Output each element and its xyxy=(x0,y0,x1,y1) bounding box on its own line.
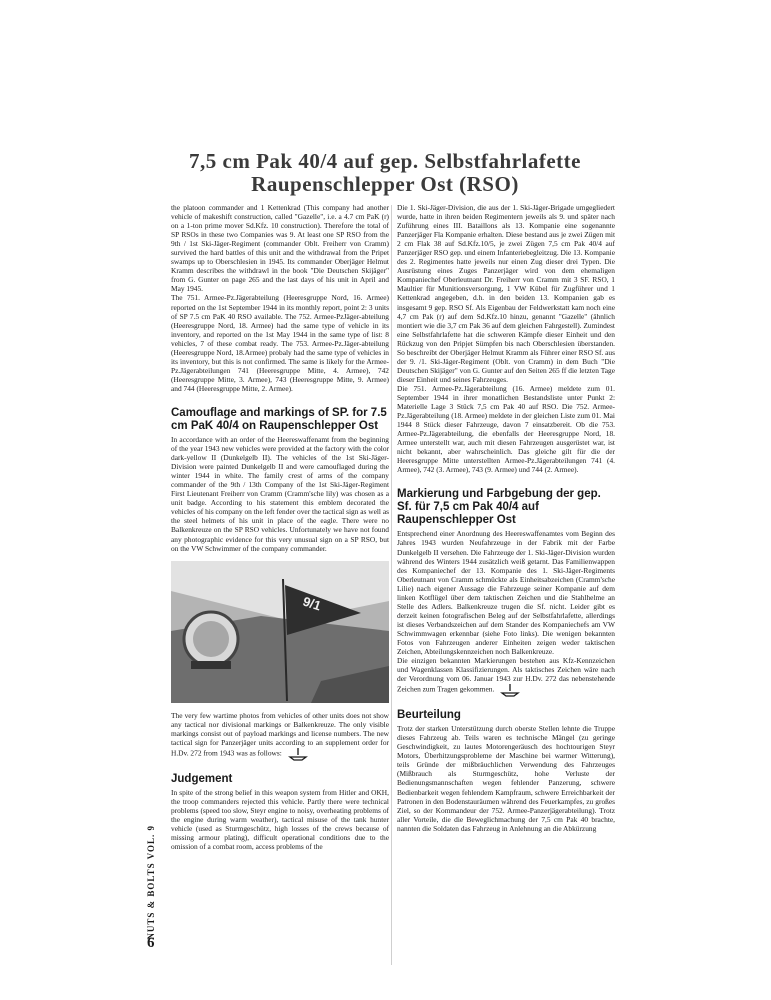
series-label: NUTS & BOLTS VOL. 9 xyxy=(146,825,156,940)
pennant-marking: 9/1 xyxy=(301,593,323,614)
photo-caption xyxy=(171,711,389,761)
page-number: 6 xyxy=(147,935,155,951)
beurteilung-heading: Beurteilung xyxy=(397,709,461,722)
caption-text: The very few wartime photos from vehicles of other units does not show any tactical nor divisional markings or Balkenkreuze. The only visible markings consist out of payload markings and license numbers. The new tactical sign for Panzerjäger units according to an supplement order for H.Dv. 272 from 1943 was as follows: xyxy=(171,710,389,758)
markings-text: Entsprechend einer Anordnung des Heereswaffenamtes vom Beginn des Jahres 1943 wurden Neufahrzeuge in der Fabrik mit der Farbe Dunkelgelb II versehen. Die Fahrzeuge der 1. Ski-Jäger-Division wurden während des Winters 1944 zusätzlich weiß getarnt. Das Familienwappen des Kompaniechef der 13. Kompanie des 1. Ski-Jäger-Regiments Oberleutnant von Cramm schmückte als Einheitsabzeichen (Cramm'sche Lilie) nach eigener Aussage die Fahrzeuge seiner Kompanie auf dem linken Kotflügel über dem taktischen Zeichen und die Stahlhelme an Stelle des Adlers. Balkenkreuze trugen die Sf. nicht. Leider gibt es derzeit keinen fotografischen Beleg auf der Selbstfahrlafette, allerdings ist dieses Verbandszeichen auf dem Stander des Kompaniechefs am VW Schwimmwagen erkennbar (siehe Foto links). Die wenigen bekannten Fotos von Fahrzeugen anderer Einheiten zeigen weder taktischen Zeichen, Abteilungskennzeichen noch Balkenkreuze. xyxy=(397,529,615,657)
camouflage-heading: Camouflage and markings of SP. for 7.5 cm PaK 40/4 on Raupenschlepper Ost xyxy=(171,406,387,432)
left-intro-paragraph-2: The 751. Armee-Pz.Jägerabteilung (Heeresgruppe Nord, 16. Armee) reported on the 1st September 1944 in its monthly report, point 2: 3 units of SP 7.5 cm PaK 40 RSO available. The 752. Armee-PzJäger-abteilung (Heeresgruppe Nord, 18. Armee) had the same type of vehicle in its inventory, and reported on the 1st May 1944 in the same type of list: 8 vehicles, 7 of these combat ready. The 753. Armee-Pz.Jäger-abteilung (Heeresgruppe Nord, 18.Armee) probaly had the same type of vehicles in its inventory, but this is not confirmed. The same is likely for the Armee-Pz.Jägerabteilungen 741 (Heeresgruppe Mitte, 4. Armee), 742 (Heeresgruppe Mitte, 3. Armee), 743 (Heeresgruppe Mitte, 9. Armee) and 744 (Heeresgruppe Mitte, 2. Armee). xyxy=(171,293,389,393)
title-line-1: 7,5 cm Pak 40/4 auf gep. Selbstfahrlafette xyxy=(189,149,581,173)
judgement-heading: Judgement xyxy=(171,772,233,785)
camouflage-text: In accordance with an order of the Heereswaffenamt from the beginning of the year 1943 new vehicles were provided at the factory with the color dark-yellow II (Dunkelgelb II). The vehicles of the 1st Ski-Jäger-Division were painted Dunkelgelb II and were camouflaged during the winter 1944 in white. The family crest of arms of the company commander of the 9th / 13th Company of the 1st Ski-Jäger-Regiment First Lieutenant Freiherr von Cramm (Cramm'sche lily) was chosen as a unit badge. According to his statement this emblem decorated the vehicles of his company on the left fender over the tactical sign as well as the steel helmets of his unit in place of the eagle. There were no Balkenkreuze on the SP RSO vehicles. Unfortunately we have not found any photographic evidence for this very unusual sign on a SP RSO, but on the VW Schwimmer of the company commander. xyxy=(171,434,389,553)
left-intro-paragraph-1: the platoon commander and 1 Kettenkrad (This company had another vehicle of makeshift construction, called "Gazelle", i.e. a 4.7 cm PaK (r) on a 1-ton prime mover Sd.Kfz. 10 construction). Therefore the total of SP RSOs in these two Companies was 9. At least one SP RSO from the 9th / 1st Ski-Jäger-Regiment (commander Oblt. Freiherr von Cramm) survived the hard battles of this unit and the withdrawal from the Pripet swamps up to Oberschlesien in 1945. Its commander Oberjäger Helmut Kramm describes the withdrawl in the book "Die Deutschen Skijäger" from G. Gunter on page 265 and the last days of his unit in April and May 1945. xyxy=(171,203,389,294)
right-intro-paragraph-2: Die 751. Armee-Pz.Jägerabteilung (16. Armee) meldete zum 01. September 1944 in ihrer monatlichen Bestandsliste unter Punkt 2: Materielle Lage 3 Stück 7,5 cm Pak 40 auf RSO. Die 752. Armee-Pz.Jägerabteilung (18. Armee) meldete in der gleichen Liste zum 01. Mai 1944 8 Stück dieser Fahrzeuge, davon 7 einsatzbereit. Ob die 753. Armee-Pz.Jägerabteilung, die ebenfalls der Heeresgruppe Nord, 18. Armee unterstellt war, auch mit diesen Fahrzeugen ausgerüstet war, ist nicht bekannt, aber wahrscheinlich. Das gleiche gilt für die der Heeresgruppe Mitte unterstellten Armee-Pz.Jägerabteilungen 741 (4. Armee), 742 (3. Armee), 743 (9. Armee) und 744 (2. Armee). xyxy=(397,383,615,475)
judgement-text: In spite of the strong belief in this weapon system from Hitler and OKH, the troop commanders rejected this vehicle. Partly there were technical problems (speed too slow, Steyr engine to noisy, overheating problems of the engine during warm weather), tactical misuse of the tank hunter vehicle (used as Sturmgeschütz, high losses of the crews because of missing armour plating), difficult operational conditions due to the omission of a combat room, access problems of the xyxy=(171,787,389,852)
column-divider xyxy=(391,205,392,965)
markings-text-2-body: Die einzigen bekannten Markierungen bestehen aus Kfz-Kennzeichen und Wagenklassen Klassifizierungen. Als taktisches Zeichen wäre nach der Verordnung vom 06. Januar 1943 zur H.Dv. 272 das nebenstehende Zeichen zum Tragen gekommen. xyxy=(397,656,615,694)
panzerjaeger-tactical-sign-icon-de xyxy=(500,683,520,697)
left-column xyxy=(171,203,389,851)
right-intro-paragraph-1: Die 1. Ski-Jäger-Division, die aus der 1. Ski-Jäger-Brigade umgegliedert wurde, hatte in ihren beiden Regimentern jeweils als 9. und später nach Zuführung eines III. Bataillons als 13. Kompanie eine sogenannte Panzerjäger Fla Kompanie erhalten. Diese bestand aus je zwei Zügen mit 2 cm Flak 38 auf Sd.Kfz.10/5, je zwei Zügen 7,5 cm Pak 40/4 auf Panzerjäger RSO gep. und einem Infanteriebegleitzug. Die 13. Kompanie des 2. Regimentes hatte jeweils nur einen Zug dieser drei Typen. Die Ausrüstung eines Zuges Panzerjäger wird von dem ehemaligen Kompaniechef Oberleutnant Dr. Freiherr von Cramm mit 3 SF. RSO, 1 Maultier für Munitionsversorgung, 1 VW Kübel für Zugführer und 1 Kettenkrad angegeben, d.h. in den beiden 13. Kompanien gab es insgesamt 9 gep. RSO Sf. Als Eigenbau der Feldwerkstatt kam noch eine 4,7 cm Pak (r) auf dem Sd.Kfz.10 hinzu, genannt "Gazelle" (ähnlich montiert wie die 3,7 cm Pak 36 auf dem gleichen Fahrgestell). Zumindest eine Selbstfahrlafette hat die schweren Kämpfe dieser Einheit und den Rückzug von den Pripjet Sümpfen bis nach Oberschlesien überstanden. So beschreibt der Oberjäger Helmut Kramm als Führer einer RSO Sf. aus der 9. /1. Ski-Jäger-Regiment (Oblt. von Cramm) in dem Buch "Die Deutschen Skijäger" von G. Gunter auf den Seiten 265 ff die letzten Tage dieser Einheit und seines Fahrzeuges. xyxy=(397,203,615,384)
beurteilung-text: Trotz der starken Unterstützung durch oberste Stellen lehnte die Truppe dieses Fahrzeug ab. Teils waren es technische Mängel (zu geringe Geschwindigkeit, zu lautes Motorengeräusch des hochtourigen Steyr Motors, Überhitzungsprobleme der Maschine bei warmer Witterung), teils Gründe der mißbräuchlichen Verwendung des Fahrzeuges (Mißbrauch als Sturmgeschütz, hohe Verluste der Bedienungsmannschaften wegen fehlender Panzerung, schwere Bedienbarkeit wegen fehlendem Kampfraum, schwere Erreichbarkeit der Patronen in den Bodenstauräumen während des Feuerkampfes, zu großes Ziel, so der Kommandeur der 752. Armee-Panzerjägerabteilung). Trotz aller Vorteile, die die Beweglichmachung der 7,5 cm Pak 40 brachte, nannten die Soldaten das Fahrzeug in Anlehnung an die Abkürzung xyxy=(397,724,615,833)
title-line-2: Raupenschlepper Ost (RSO) xyxy=(251,172,519,196)
vehicle-photo xyxy=(171,561,389,703)
markings-heading: Markierung und Farbgebung der gep. Sf. für 7,5 cm Pak 40/4 auf Raupenschlepper Ost xyxy=(397,488,601,527)
page-title xyxy=(150,150,620,196)
panzerjaeger-tactical-sign-icon xyxy=(288,747,308,761)
right-column xyxy=(397,203,615,833)
markings-text-2 xyxy=(397,656,615,697)
